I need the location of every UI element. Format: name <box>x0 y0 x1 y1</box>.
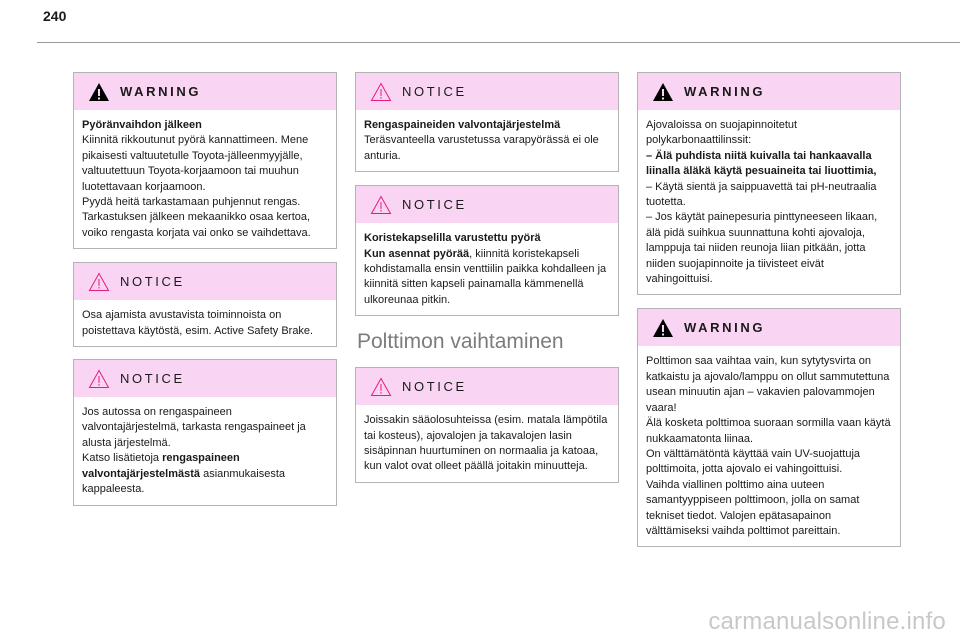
watermark: carmanualsonline.info <box>708 608 946 635</box>
column-2 <box>355 72 619 495</box>
warning-box-tyre-change <box>73 72 337 249</box>
notice-triangle-icon <box>370 377 392 397</box>
box-text: Teräsvanteella varustetussa varapyörässä ei ole anturia. <box>364 134 599 162</box>
notice-box-driving-aids <box>73 262 337 347</box>
box-header <box>356 73 618 110</box>
warning-triangle-icon <box>652 82 674 102</box>
text-fragment: Katso lisätietoja <box>82 452 163 465</box>
warning-triangle-icon <box>88 82 110 102</box>
box-body <box>74 397 336 504</box>
box-text-mixed <box>364 247 609 309</box>
box-heading: Rengaspaineiden valvontajärjestelmä <box>364 119 561 131</box>
notice-triangle-icon <box>88 369 110 389</box>
notice-triangle-icon <box>370 195 392 215</box>
bold-instruction: – Älä puhdista niitä kuivalla tai hankaavalla liinalla äläkä käytä pesuaineita tai liuottimia, <box>646 149 877 178</box>
box-heading: Pyöränvaihdon jälkeen <box>82 119 202 131</box>
box-title: NOTICE <box>120 274 185 290</box>
box-text: Osa ajamista avustavista toiminnoista on poistettava käytöstä, esim. Active Safety Brake. <box>82 309 314 337</box>
notice-box-hubcap <box>355 185 619 316</box>
text-fragment: , kiinnitä koristekapseli kohdistamalla ensin venttiilin paikka kohdalleen ja kiinnitä sitten kapseli painamalla kämmenellä ulkoreunaa pitkin. <box>364 247 607 306</box>
bold-reference: rengaspaineen valvontajärjestelmästä <box>82 452 240 480</box>
text-fragment: asianmukaisesta kappaleesta. <box>82 467 286 496</box>
box-header <box>356 368 618 405</box>
box-body <box>638 110 900 294</box>
notice-box-condensation <box>355 367 619 483</box>
box-title: WARNING <box>684 84 766 99</box>
box-text: Polttimon saa vaihtaa vain, kun sytytysvirta on katkaistu ja ajovalo/lamppu on ollut sammutettuna usean minuutin ajan – vakavien palovammojen vaara! <box>646 355 890 414</box>
warning-triangle-icon <box>652 318 674 338</box>
box-text: Kiinnitä rikkoutunut pyörä kannattimeen. Mene pikaisesti valtuutetulle Toyota-jälleenmyyjälle, valtuutettuun Toyota-korjaamoon tai muuhun luotettavaan korjaamoon. <box>82 134 309 193</box>
box-header <box>638 309 900 346</box>
warning-box-bulb-change <box>637 308 901 547</box>
page-number: 240 <box>43 8 67 24</box>
box-body <box>356 405 618 482</box>
box-header <box>74 360 336 397</box>
box-text: On välttämätöntä käyttää vain UV-suojattuja polttimoita, jotta ajovalo ei vahingoittuisi. <box>646 447 861 476</box>
box-body <box>356 223 618 315</box>
box-text: Pyydä heitä tarkastamaan puhjennut rengas. Tarkastuksen jälkeen mekaanikko osaa kertoa, voiko rengasta korjata vai onko se vaihdettava. <box>82 196 311 239</box>
notice-triangle-icon <box>370 82 392 102</box>
box-header <box>356 186 618 223</box>
box-title: WARNING <box>120 84 202 99</box>
box-text: Älä kosketa polttimoa suoraan sormilla vaan käytä nukkaamatonta liinaa. <box>646 417 891 445</box>
box-header <box>74 73 336 110</box>
box-body <box>356 110 618 171</box>
column-1 <box>73 72 337 518</box>
notice-triangle-icon <box>88 272 110 292</box>
box-body <box>74 300 336 346</box>
box-header <box>74 263 336 300</box>
bold-lead: Kun asennat pyörää <box>364 247 470 260</box>
box-body <box>638 346 900 546</box>
box-header <box>638 73 900 110</box>
box-title: NOTICE <box>402 197 467 213</box>
box-title: NOTICE <box>120 371 185 387</box>
warning-box-lens-care <box>637 72 901 295</box>
box-title: NOTICE <box>402 84 467 99</box>
notice-box-tpms-spare <box>355 72 619 172</box>
box-text: Jos autossa on rengaspaineen valvontajärjestelmä, tarkasta rengaspaineet ja alusta järjestelmä. <box>82 406 306 449</box>
column-3 <box>637 72 901 559</box>
box-heading: Koristekapselilla varustettu pyörä <box>364 232 541 245</box>
box-text: Joissakin sääolosuhteissa (esim. matala lämpötila tai kosteus), ajovalojen ja takavalojen lasin sisäpinnan huurtuminen on normaalia ja katoaa, kun valot ovat olleet päällä joitakin minuutteja. <box>364 414 608 473</box>
list-item: – Käytä sientä ja saippuavettä tai pH-neutraalia tuotetta. <box>646 180 877 209</box>
section-title: Polttimon vaihtaminen <box>357 330 564 354</box>
box-title: NOTICE <box>402 379 467 395</box>
list-item: – Jos käytät painepesuria pinttyneeseen likaan, älä pidä suihkua suunnattuna kohti ajovaloja, lamppuja tai niiden reunoja liian pitkään, jotta niiden suojapinnoite ja tiivisteet eivät vahingoittuisi. <box>646 211 878 286</box>
box-text: Ajovaloissa on suojapinnoitetut polykarbonaattilinssit: <box>646 119 798 147</box>
header-divider <box>37 42 960 43</box>
box-text-mixed <box>82 451 327 497</box>
notice-box-tpms-reset <box>73 359 337 505</box>
box-title: WARNING <box>684 320 766 336</box>
box-body <box>74 110 336 248</box>
box-text: Vaihda viallinen polttimo aina uuteen samantyyppiseen polttimoon, jolla on samat tekniset tiedot. Valojen epätasapainon välttämiseksi vaihda polttimot pareittain. <box>646 478 860 537</box>
